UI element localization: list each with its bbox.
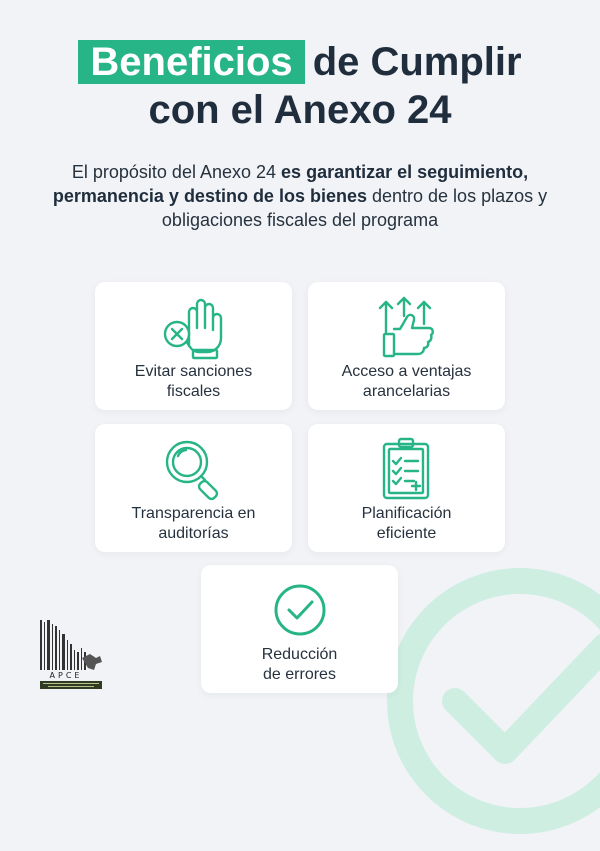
clipboard-checklist-icon (372, 436, 442, 502)
title-line-1 (0, 38, 600, 86)
benefit-card-sanctions (95, 282, 292, 410)
benefit-label-line1: Acceso a ventajas (341, 363, 472, 380)
hand-stop-icon (159, 294, 229, 360)
title-highlight: Beneficios (78, 40, 304, 84)
benefit-card-transparency (95, 424, 292, 552)
benefit-label (316, 362, 497, 402)
thumbs-up-arrows-icon (372, 294, 442, 360)
benefit-label (103, 362, 284, 402)
benefit-label-line2: arancelarias (362, 383, 451, 400)
page-title (0, 38, 600, 134)
benefit-label-line1: Transparencia en (131, 505, 256, 522)
benefit-card-errors (201, 565, 398, 693)
intro-text-end: dentro de los plazos y obligaciones fiscales del programa (161, 186, 548, 230)
benefit-label-line2: fiscales (166, 383, 221, 400)
benefit-label-line1: Evitar sanciones (134, 363, 253, 380)
benefit-label-line1: Planificación (361, 505, 452, 522)
svg-text:APCE: APCE (49, 671, 83, 680)
intro-paragraph (40, 160, 560, 232)
title-line-2: con el Anexo 24 (148, 88, 452, 132)
benefit-label-line2: auditorías (158, 525, 229, 542)
benefit-card-planning (308, 424, 505, 552)
benefit-label (209, 645, 390, 685)
benefit-label (316, 504, 497, 544)
intro-text-bold: es garantizar el seguimiento, permanencia y destino de los bienes (52, 162, 529, 206)
magnifier-icon (159, 436, 229, 502)
title-line1-rest: de Cumplir (312, 40, 522, 84)
check-circle-icon (265, 577, 335, 643)
benefit-label-line2: de errores (263, 666, 336, 683)
benefit-label-line1: Reducción (261, 646, 338, 663)
apce-logo (38, 618, 110, 690)
background-check-watermark-icon (370, 551, 600, 851)
intro-text-start: El propósito del Anexo 24 (71, 162, 277, 182)
benefit-card-tariffs (308, 282, 505, 410)
benefit-label (103, 504, 284, 544)
benefit-label-line2: eficiente (376, 525, 437, 542)
